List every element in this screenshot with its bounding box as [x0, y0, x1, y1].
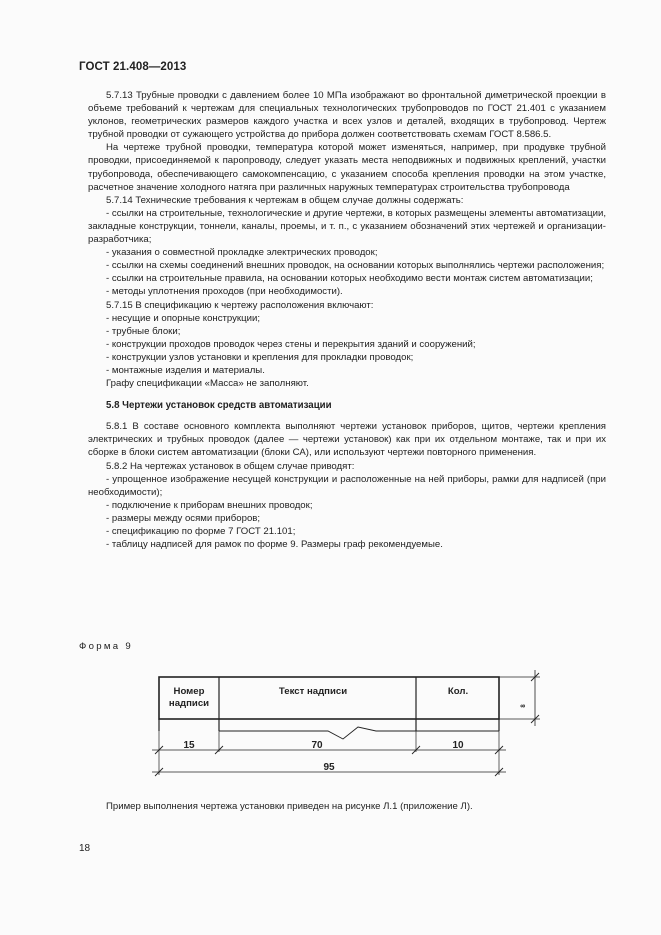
paragraph: Графу спецификации «Масса» не заполняют.: [106, 378, 309, 390]
paragraph: - спецификацию по форме 7 ГОСТ 21.101;: [106, 526, 296, 537]
paragraph: - ссылки на строительные, технологические и другие чертежи, в которых размещены элементы автоматизации, закладные конструкции, тоннели, каналы, проемы, и т. п., с указанием обозначений этих чертежей и организации-разработчика;: [88, 207, 606, 246]
paragraph: - методы уплотнения проходов (при необходимости).: [106, 286, 343, 298]
paragraph: - подключение к приборам внешних проводок;: [106, 499, 313, 511]
dim-95: 95: [323, 762, 335, 773]
dim-10: 10: [452, 740, 464, 751]
col-qty-label: Кол.: [447, 686, 469, 697]
paragraph: 5.7.14 Технические требования к чертежам в общем случае должны содержать:: [106, 194, 464, 206]
paragraph: 5.7.15 В спецификацию к чертежу расположения включают:: [106, 299, 374, 311]
paragraph: - конструкции узлов установки и крепления для прокладки проводок;: [106, 351, 414, 363]
paragraph: - трубные блоки;: [106, 325, 181, 337]
col-number-label-2: надписи: [168, 698, 210, 709]
dim-height-8: 8: [521, 704, 527, 708]
paragraph: - конструкции проходов проводок через стены и перекрытия зданий и сооружений;: [106, 338, 476, 350]
col-text-label: Текст надписи: [278, 686, 348, 697]
paragraph: - таблицу надписей для рамок по форме 9. Размеры граф рекомендуемые.: [106, 539, 443, 551]
break-line: [219, 727, 499, 739]
page-number: 18: [79, 843, 91, 854]
form-label: Форма 9: [79, 641, 133, 652]
paragraph: - упрощенное изображение несущей конструкции и расположенные на ней приборы, рамки для надписей (при необходимости);: [88, 473, 606, 498]
document-header: ГОСТ 21.408—2013: [79, 61, 187, 73]
paragraph: - несущие и опорные конструкции;: [106, 312, 260, 324]
paragraph: - размеры между осями приборов;: [106, 512, 261, 524]
figure-caption: Пример выполнения чертежа установки приведен на рисунке Л.1 (приложение Л).: [106, 801, 473, 812]
paragraph: 5.8.2 На чертежах установок в общем случае приводят:: [106, 460, 355, 472]
paragraph: 5.8.1 В составе основного комплекта выполняют чертежи установок приборов, щитов, чертежи крепления электрических и трубных проводок (далее — чертежи установок) как при их отдельном монтаже, так и при их сборке в блоки систем автоматизации (блоки СА), или используют чертежи повторного применения.: [88, 421, 606, 459]
paragraph: - монтажные изделия и материалы.: [106, 364, 265, 376]
paragraph: - ссылки на строительные правила, на основании которых необходимо вести монтаж систем автоматизации;: [106, 273, 593, 285]
section-heading: 5.8 Чертежи установок средств автоматизации: [106, 400, 332, 412]
dim-70: 70: [311, 740, 323, 751]
dim-15: 15: [183, 740, 195, 751]
paragraph: На чертеже трубной проводки, температура которой может изменяться, например, при продувке трубной проводки, присоединяемой к паропроводу, следует указать места неподвижных и подвижных креплений, участки трубопровода, обеспечивающего самокомпенсацию, с указанием способа крепления проводки на этом участке, расчетное значение холодного натяга при различных наружных температурах строительства трубопровода: [88, 142, 606, 193]
paragraph: 5.7.13 Трубные проводки с давлением более 10 МПа изображают во фронтальной диметрической проекции в объеме требований к чертежам для специальных технологических трубопроводов по ГОСТ 21.401 с указанием уклонов, геометрических размеров каждого участка и всех узлов и деталей, входящих в трубопровод. Чертеж трубной проводки от сужающего устройства до прибора должен соответствовать схемам ГОСТ 8.586.5.: [88, 90, 606, 141]
col-number-label-1: Номер: [173, 686, 205, 697]
paragraph: - ссылки на схемы соединений внешних проводок, на основании которых выполнялись чертежи расположения;: [106, 260, 605, 272]
paragraph: - указания о совместной прокладке электрических проводок;: [106, 247, 378, 259]
table-frame: [159, 677, 499, 719]
